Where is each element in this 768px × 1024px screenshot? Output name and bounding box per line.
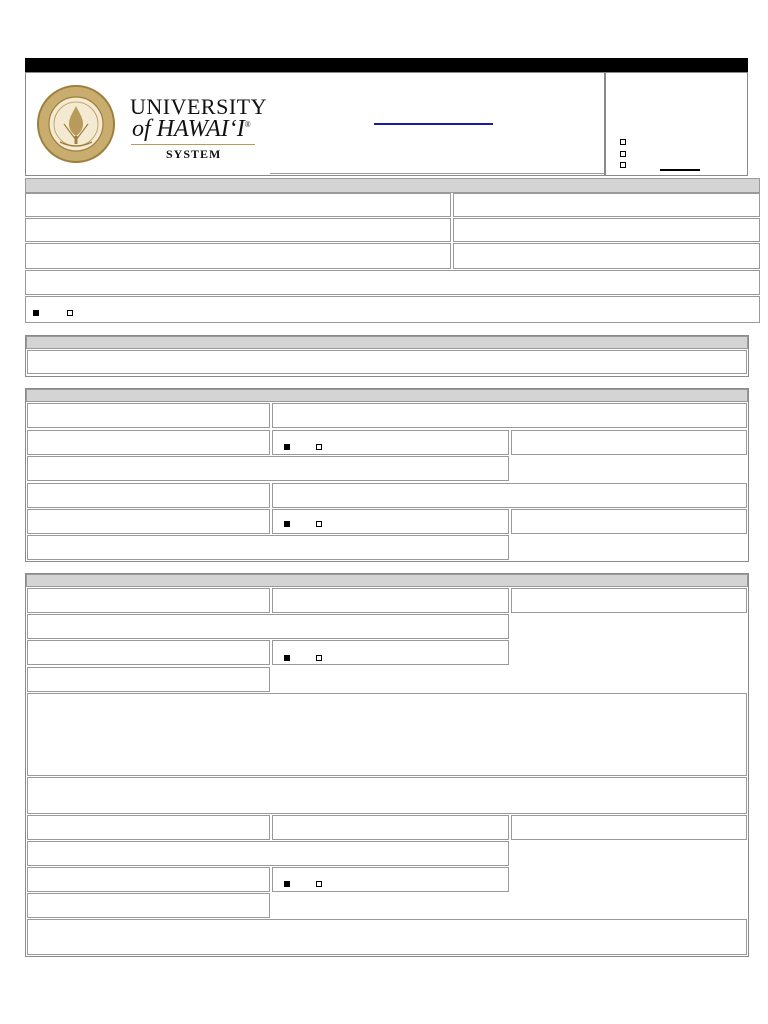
logo-line-system: SYSTEM xyxy=(166,147,222,161)
section4-label-4 xyxy=(27,667,270,692)
section1-choice-checkbox-yes[interactable] xyxy=(33,310,39,316)
section3-label-4 xyxy=(27,483,270,508)
section4-field-6a[interactable] xyxy=(272,815,509,840)
section3-choice-cell-a xyxy=(272,430,509,455)
header-link-underline[interactable] xyxy=(374,123,493,125)
section3-field-2[interactable] xyxy=(511,430,747,455)
header-option-blank-line xyxy=(660,169,700,171)
logo-line-hawaii xyxy=(132,116,251,143)
logo-hawaii-text: of HAWAI‘I xyxy=(132,116,245,142)
header-option-checkbox-3[interactable] xyxy=(620,162,626,168)
university-seal-icon xyxy=(36,84,116,164)
section1-field-2a[interactable] xyxy=(25,218,451,242)
section1-choice-checkbox-no[interactable] xyxy=(67,310,73,316)
section4-choice-cell-a xyxy=(272,640,509,665)
section1-field-4[interactable] xyxy=(25,270,760,295)
section4-choice-a-no[interactable] xyxy=(316,655,322,661)
section3-field-3[interactable] xyxy=(27,456,509,481)
section3-choice-cell-b xyxy=(272,509,509,534)
section4-field-2[interactable] xyxy=(27,614,509,639)
section1-field-2b[interactable] xyxy=(453,218,760,242)
section4-choice-b-yes[interactable] xyxy=(284,881,290,887)
section4-textarea-1[interactable] xyxy=(27,693,747,776)
section3-label-5 xyxy=(27,509,270,534)
university-logo xyxy=(36,84,266,168)
section4-label-3 xyxy=(27,640,270,665)
section1-field-1b[interactable] xyxy=(453,193,760,217)
section1-header-band xyxy=(25,178,760,193)
section4-choice-a-yes[interactable] xyxy=(284,655,290,661)
section4-field-1a[interactable] xyxy=(272,588,509,613)
section4-header-band xyxy=(26,574,748,587)
section4-field-6b[interactable] xyxy=(511,815,747,840)
section4-choice-b-no[interactable] xyxy=(316,881,322,887)
section3-field-1[interactable] xyxy=(272,403,747,428)
section4-label-9 xyxy=(27,893,270,918)
section4-label-8 xyxy=(27,867,270,892)
section2-field[interactable] xyxy=(27,350,747,374)
header-option-checkbox-1[interactable] xyxy=(620,139,626,145)
section4-field-7[interactable] xyxy=(27,841,509,866)
header-option-checkbox-2[interactable] xyxy=(620,151,626,157)
section3-choice-b-yes[interactable] xyxy=(284,521,290,527)
section1-field-3b[interactable] xyxy=(453,243,760,269)
section4-textarea-2[interactable] xyxy=(27,919,747,955)
section1-field-1a[interactable] xyxy=(25,193,451,217)
section1-field-3a[interactable] xyxy=(25,243,451,269)
section3-header-band xyxy=(26,389,748,402)
logo-line-university: UNIVERSITY xyxy=(130,94,267,119)
section3-field-6[interactable] xyxy=(27,535,509,560)
header-logo-underline xyxy=(270,173,604,174)
section2-header-band xyxy=(26,336,748,349)
section4-choice-cell-b xyxy=(272,867,509,892)
logo-rule xyxy=(131,144,255,145)
section1-field-5 xyxy=(25,296,760,323)
section3-choice-b-no[interactable] xyxy=(316,521,322,527)
section3-choice-a-yes[interactable] xyxy=(284,444,290,450)
section3-label-1 xyxy=(27,403,270,428)
section3-choice-a-no[interactable] xyxy=(316,444,322,450)
section4-field-5[interactable] xyxy=(27,777,747,814)
top-bar xyxy=(25,58,748,72)
section3-field-5[interactable] xyxy=(511,509,747,534)
section3-field-4[interactable] xyxy=(272,483,747,508)
section4-field-1b[interactable] xyxy=(511,588,747,613)
header-divider xyxy=(604,72,606,176)
section4-label-6 xyxy=(27,815,270,840)
section4-label-1 xyxy=(27,588,270,613)
section3-label-2 xyxy=(27,430,270,455)
logo-trademark: ® xyxy=(244,120,251,129)
